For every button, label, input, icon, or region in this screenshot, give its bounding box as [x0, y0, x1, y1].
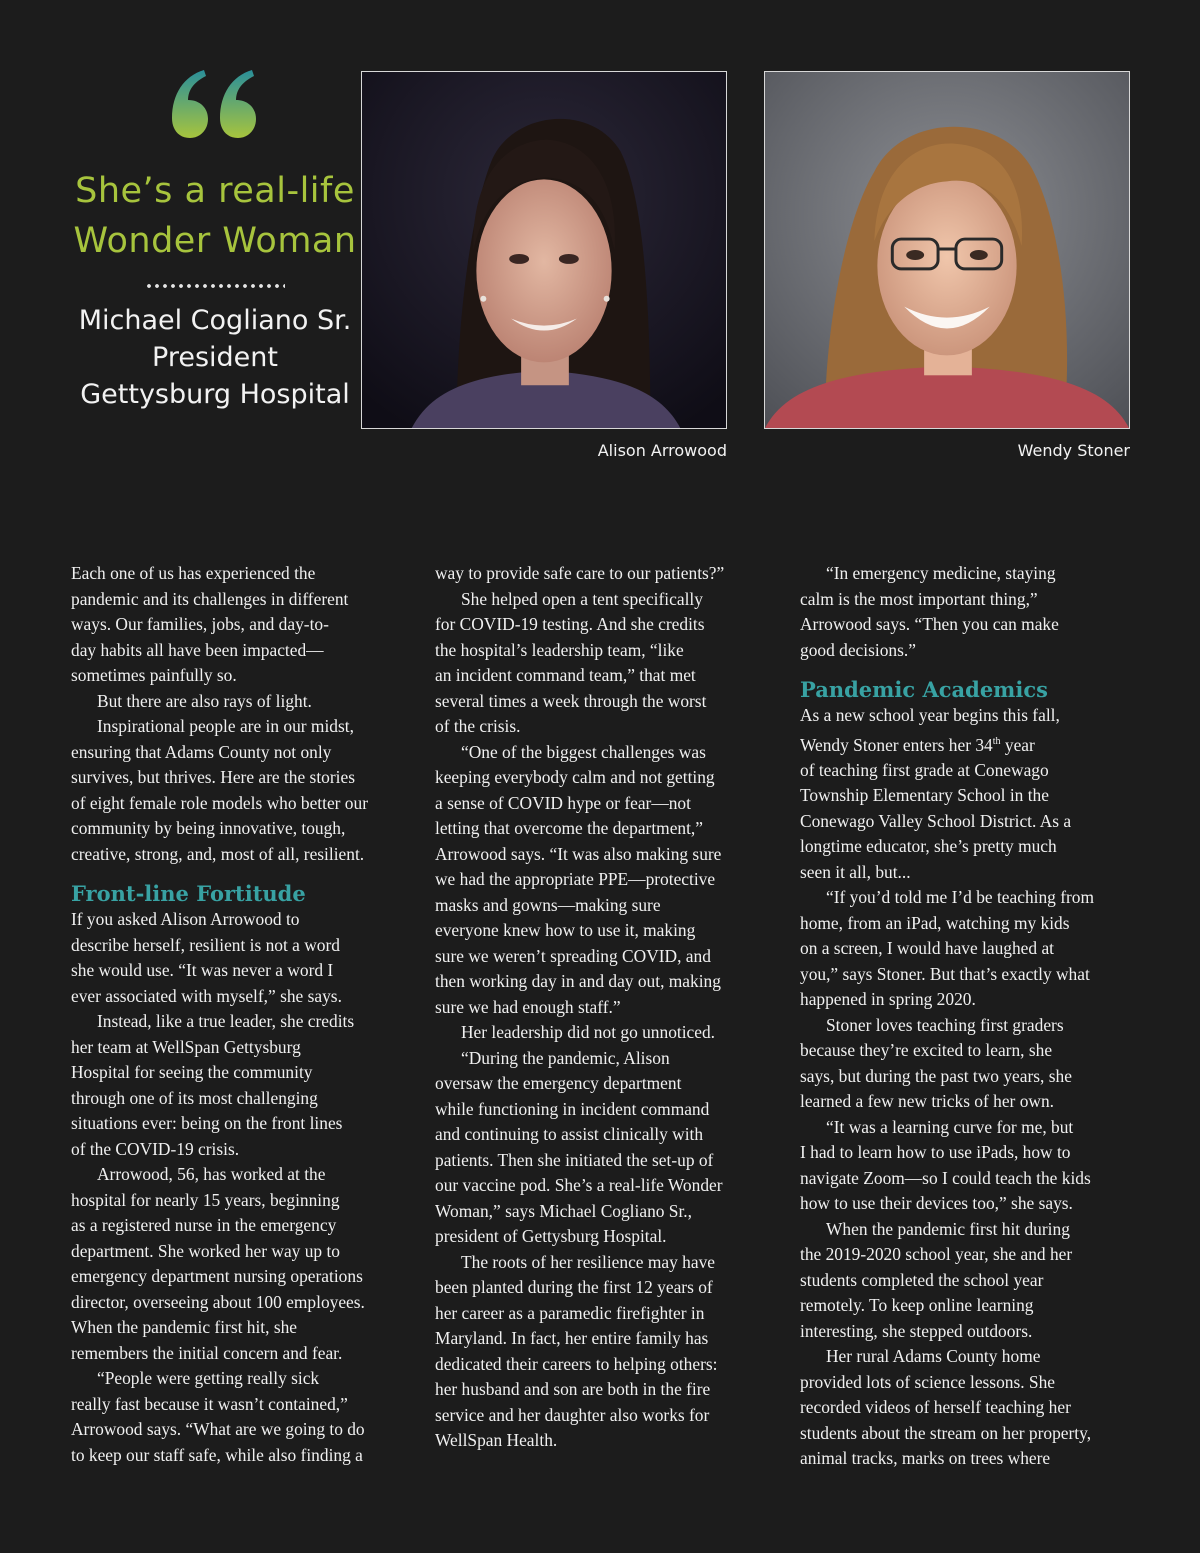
text-line: “It was a learning curve for me, but [826, 1116, 1074, 1137]
text-line: Each one of us has experienced the [71, 563, 316, 583]
section-heading: Pandemic Academics [800, 677, 1048, 702]
text-line: our vaccine pod. She’s a real-life Wonder [435, 1175, 723, 1195]
paragraph [71, 1162, 411, 1366]
text-line: her team at WellSpan Gettysburg [71, 1036, 301, 1057]
text-line: emergency department nursing operations [71, 1266, 363, 1286]
text-line: keeping everybody calm and not getting [435, 767, 715, 787]
photo-caption: Alison Arrowood [597, 441, 727, 460]
section-heading: Front-line Fortitude [71, 881, 306, 906]
text-line: When the pandemic first hit, she [71, 1317, 298, 1337]
paragraph [800, 1013, 1135, 1115]
paragraph [800, 1217, 1135, 1345]
text-line: because they’re excited to learn, she [800, 1040, 1053, 1061]
text-line: her husband and son are both in the fire [435, 1379, 711, 1399]
text-line: president of Gettysburg Hospital. [435, 1226, 667, 1246]
text-line: sometimes painfully so. [71, 665, 237, 685]
portrait-image [362, 72, 726, 428]
text-line: letting that overcome the department,” [435, 818, 704, 838]
paragraph [435, 561, 775, 587]
text-line: then working day in and day out, making [435, 971, 721, 991]
dotted-divider [145, 282, 285, 290]
portrait-image [765, 72, 1129, 428]
text-line: really fast because it wasn’t contained,” [71, 1393, 348, 1414]
text-line: Conewago Valley School District. As a [800, 810, 1072, 831]
text-line: I had to learn how to use iPads, how to [800, 1142, 1071, 1163]
text-line: WellSpan Health. [435, 1430, 558, 1450]
text-line: service and her daughter also works for [435, 1404, 710, 1425]
paragraph [435, 1020, 775, 1046]
text-line: ensuring that Adams County not only [71, 741, 332, 762]
text-line: “During the pandemic, Alison [461, 1047, 670, 1068]
text-line: students completed the school year [800, 1269, 1044, 1290]
text-line: day habits all have been impacted— [71, 639, 324, 660]
text-line: hospital for nearly 15 years, beginning [71, 1189, 340, 1210]
text-line: Instead, like a true leader, she credits [97, 1011, 355, 1031]
text-line: recorded videos of herself teaching her [800, 1397, 1071, 1418]
text-line: oversaw the emergency department [435, 1073, 682, 1093]
paragraph [435, 1250, 775, 1454]
text-line: of the COVID-19 crisis. [71, 1138, 240, 1159]
paragraph [71, 714, 411, 867]
text-line: Arrowood says. “What are we going to do [71, 1419, 365, 1439]
text-line: If you asked Alison Arrowood to [71, 909, 300, 929]
portrait-photo-wendy-stoner [764, 71, 1130, 429]
text-line: “People were getting really sick [97, 1368, 320, 1388]
text-line: through one of its most challenging [71, 1087, 318, 1108]
text-line: Maryland. In fact, her entire family has [435, 1328, 709, 1348]
text-line: The roots of her resilience may have [461, 1251, 715, 1272]
text-line: describe herself, resilient is not a word [71, 934, 340, 955]
text-line: creative, strong, and, most of all, resilient. [71, 843, 365, 864]
text-line: everyone knew how to use it, making [435, 920, 696, 940]
text-line: of the crisis. [435, 716, 521, 736]
text-line: how to use their devices too,” she says. [800, 1193, 1073, 1214]
text-line: situations ever: being on the front lines [71, 1113, 343, 1133]
text-line: sure we had enough staff.” [435, 996, 621, 1017]
text-line: her career as a paramedic firefighter in [435, 1302, 705, 1323]
text-line: Her rural Adams County home [826, 1346, 1041, 1367]
paragraph [435, 1046, 775, 1250]
text-line: for COVID-19 testing. And she credits [435, 614, 705, 634]
text-line: of eight female role models who better our [71, 792, 368, 813]
text-line: patients. Then she initiated the set-up of [435, 1149, 714, 1170]
paragraph [71, 1009, 411, 1162]
paragraph [800, 561, 1135, 663]
text-line: Arrowood says. “Then you can make [800, 614, 1059, 634]
text-line: ways. Our families, jobs, and day-to- [71, 614, 329, 634]
text-fragment: Wendy Stoner enters her 34 [800, 734, 993, 755]
text-line: “If you’d told me I’d be teaching from [826, 887, 1095, 908]
article-column-1 [71, 561, 411, 1468]
pull-quote-line: Wonder Woman [73, 221, 357, 261]
text-line: Arrowood says. “It was also making sure [435, 843, 722, 864]
text-line: on a screen, I would have laughed at [800, 938, 1054, 959]
text-line: Stoner loves teaching first graders [826, 1014, 1064, 1035]
text-line: survives, but thrives. Here are the stories [71, 767, 355, 787]
text-line: As a new school year begins this fall, [800, 705, 1060, 725]
paragraph [800, 1115, 1135, 1217]
text-line: Inspirational people are in our midst, [97, 716, 354, 736]
text-line: the hospital’s leadership team, “like [435, 639, 684, 660]
text-line: Township Elementary School in the [800, 785, 1049, 806]
text-line: calm is the most important thing,” [800, 588, 1038, 609]
pull-quote-text [70, 166, 360, 266]
text-line: masks and gowns—making sure [435, 894, 661, 915]
text-line: “One of the biggest challenges was [461, 741, 706, 762]
text-line [800, 729, 1135, 758]
pull-quote-line: She’s a real-life [75, 171, 355, 211]
pull-quote-block [70, 68, 360, 413]
paragraph [800, 885, 1135, 1013]
text-line: and continuing to assist clinically with [435, 1124, 704, 1144]
paragraph [71, 1366, 411, 1468]
ordinal-suffix: th [992, 735, 1001, 747]
text-line: navigate Zoom—so I could teach the kids [800, 1167, 1091, 1188]
text-line: she would use. “It was never a word I [71, 960, 334, 980]
text-line: of teaching first grade at Conewago [800, 759, 1049, 780]
text-line: “In emergency medicine, staying [826, 563, 1056, 583]
text-line: says, but during the past two years, she [800, 1065, 1072, 1086]
text-line: community by being innovative, tough, [71, 818, 346, 838]
paragraph [800, 703, 1135, 885]
paragraph [71, 907, 411, 1009]
paragraph [435, 587, 775, 740]
text-line: dedicated their careers to helping others: [435, 1353, 718, 1374]
photo-caption: Wendy Stoner [1017, 441, 1130, 460]
text-line: good decisions.” [800, 639, 916, 660]
text-line: When the pandemic first hit during [826, 1218, 1070, 1239]
text-line: Arrowood, 56, has worked at the [97, 1164, 326, 1184]
quotation-mark-icon [170, 68, 260, 140]
text-line: seen it all, but... [800, 861, 911, 882]
text-line: pandemic and its challenges in different [71, 588, 349, 609]
text-line: She helped open a tent specifically [461, 588, 703, 609]
text-line: longtime educator, she’s pretty much [800, 836, 1057, 857]
text-line: learned a few new tricks of her own. [800, 1091, 1054, 1112]
text-line: several times a week through the worst [435, 690, 707, 711]
text-line: animal tracks, marks on trees where [800, 1448, 1051, 1469]
attribution-name: Michael Cogliano Sr. [78, 305, 352, 336]
article-column-3 [800, 561, 1135, 1472]
quote-attribution [70, 302, 360, 413]
text-line: a sense of COVID hype or fear—not [435, 792, 691, 813]
text-line: sure we weren’t spreading COVID, and [435, 945, 711, 966]
text-line: department. She worked her way up to [71, 1240, 340, 1261]
text-line: interesting, she stepped outdoors. [800, 1320, 1033, 1341]
text-line: happened in spring 2020. [800, 989, 976, 1010]
text-line: we had the appropriate PPE—protective [435, 869, 716, 889]
attribution-title: President [152, 342, 278, 373]
paragraph [800, 1344, 1135, 1472]
text-line: remembers the initial concern and fear. [71, 1342, 343, 1363]
article-column-2 [435, 561, 775, 1454]
attribution-organization: Gettysburg Hospital [80, 379, 350, 410]
text-line: Hospital for seeing the community [71, 1062, 313, 1082]
text-line: Woman,” says Michael Cogliano Sr., [435, 1200, 693, 1221]
text-line: as a registered nurse in the emergency [71, 1215, 337, 1235]
text-line: director, overseeing about 100 employees. [71, 1291, 365, 1312]
text-line: you,” says Stoner. But that’s exactly what [800, 963, 1090, 984]
text-line: home, from an iPad, watching my kids [800, 912, 1070, 933]
portrait-photo-alison-arrowood [361, 71, 727, 429]
text-line: the 2019-2020 school year, she and her [800, 1244, 1073, 1265]
text-line: students about the stream on her property, [800, 1422, 1092, 1443]
text-line: been planted during the first 12 years of [435, 1277, 713, 1297]
text-line: an incident command team,” that met [435, 665, 696, 685]
text-line: ever associated with myself,” she says. [71, 985, 342, 1006]
text-line: remotely. To keep online learning [800, 1295, 1034, 1316]
paragraph [435, 740, 775, 1021]
text-line: while functioning in incident command [435, 1098, 710, 1119]
text-line: provided lots of science lessons. She [800, 1371, 1056, 1392]
paragraph [71, 689, 411, 715]
text-line: But there are also rays of light. [97, 690, 312, 711]
text-line: to keep our staff safe, while also finding a [71, 1444, 363, 1465]
paragraph [71, 561, 411, 689]
text-line: way to provide safe care to our patients?” [435, 563, 725, 583]
text-fragment: year [1000, 734, 1035, 755]
text-line: Her leadership did not go unnoticed. [461, 1022, 716, 1042]
